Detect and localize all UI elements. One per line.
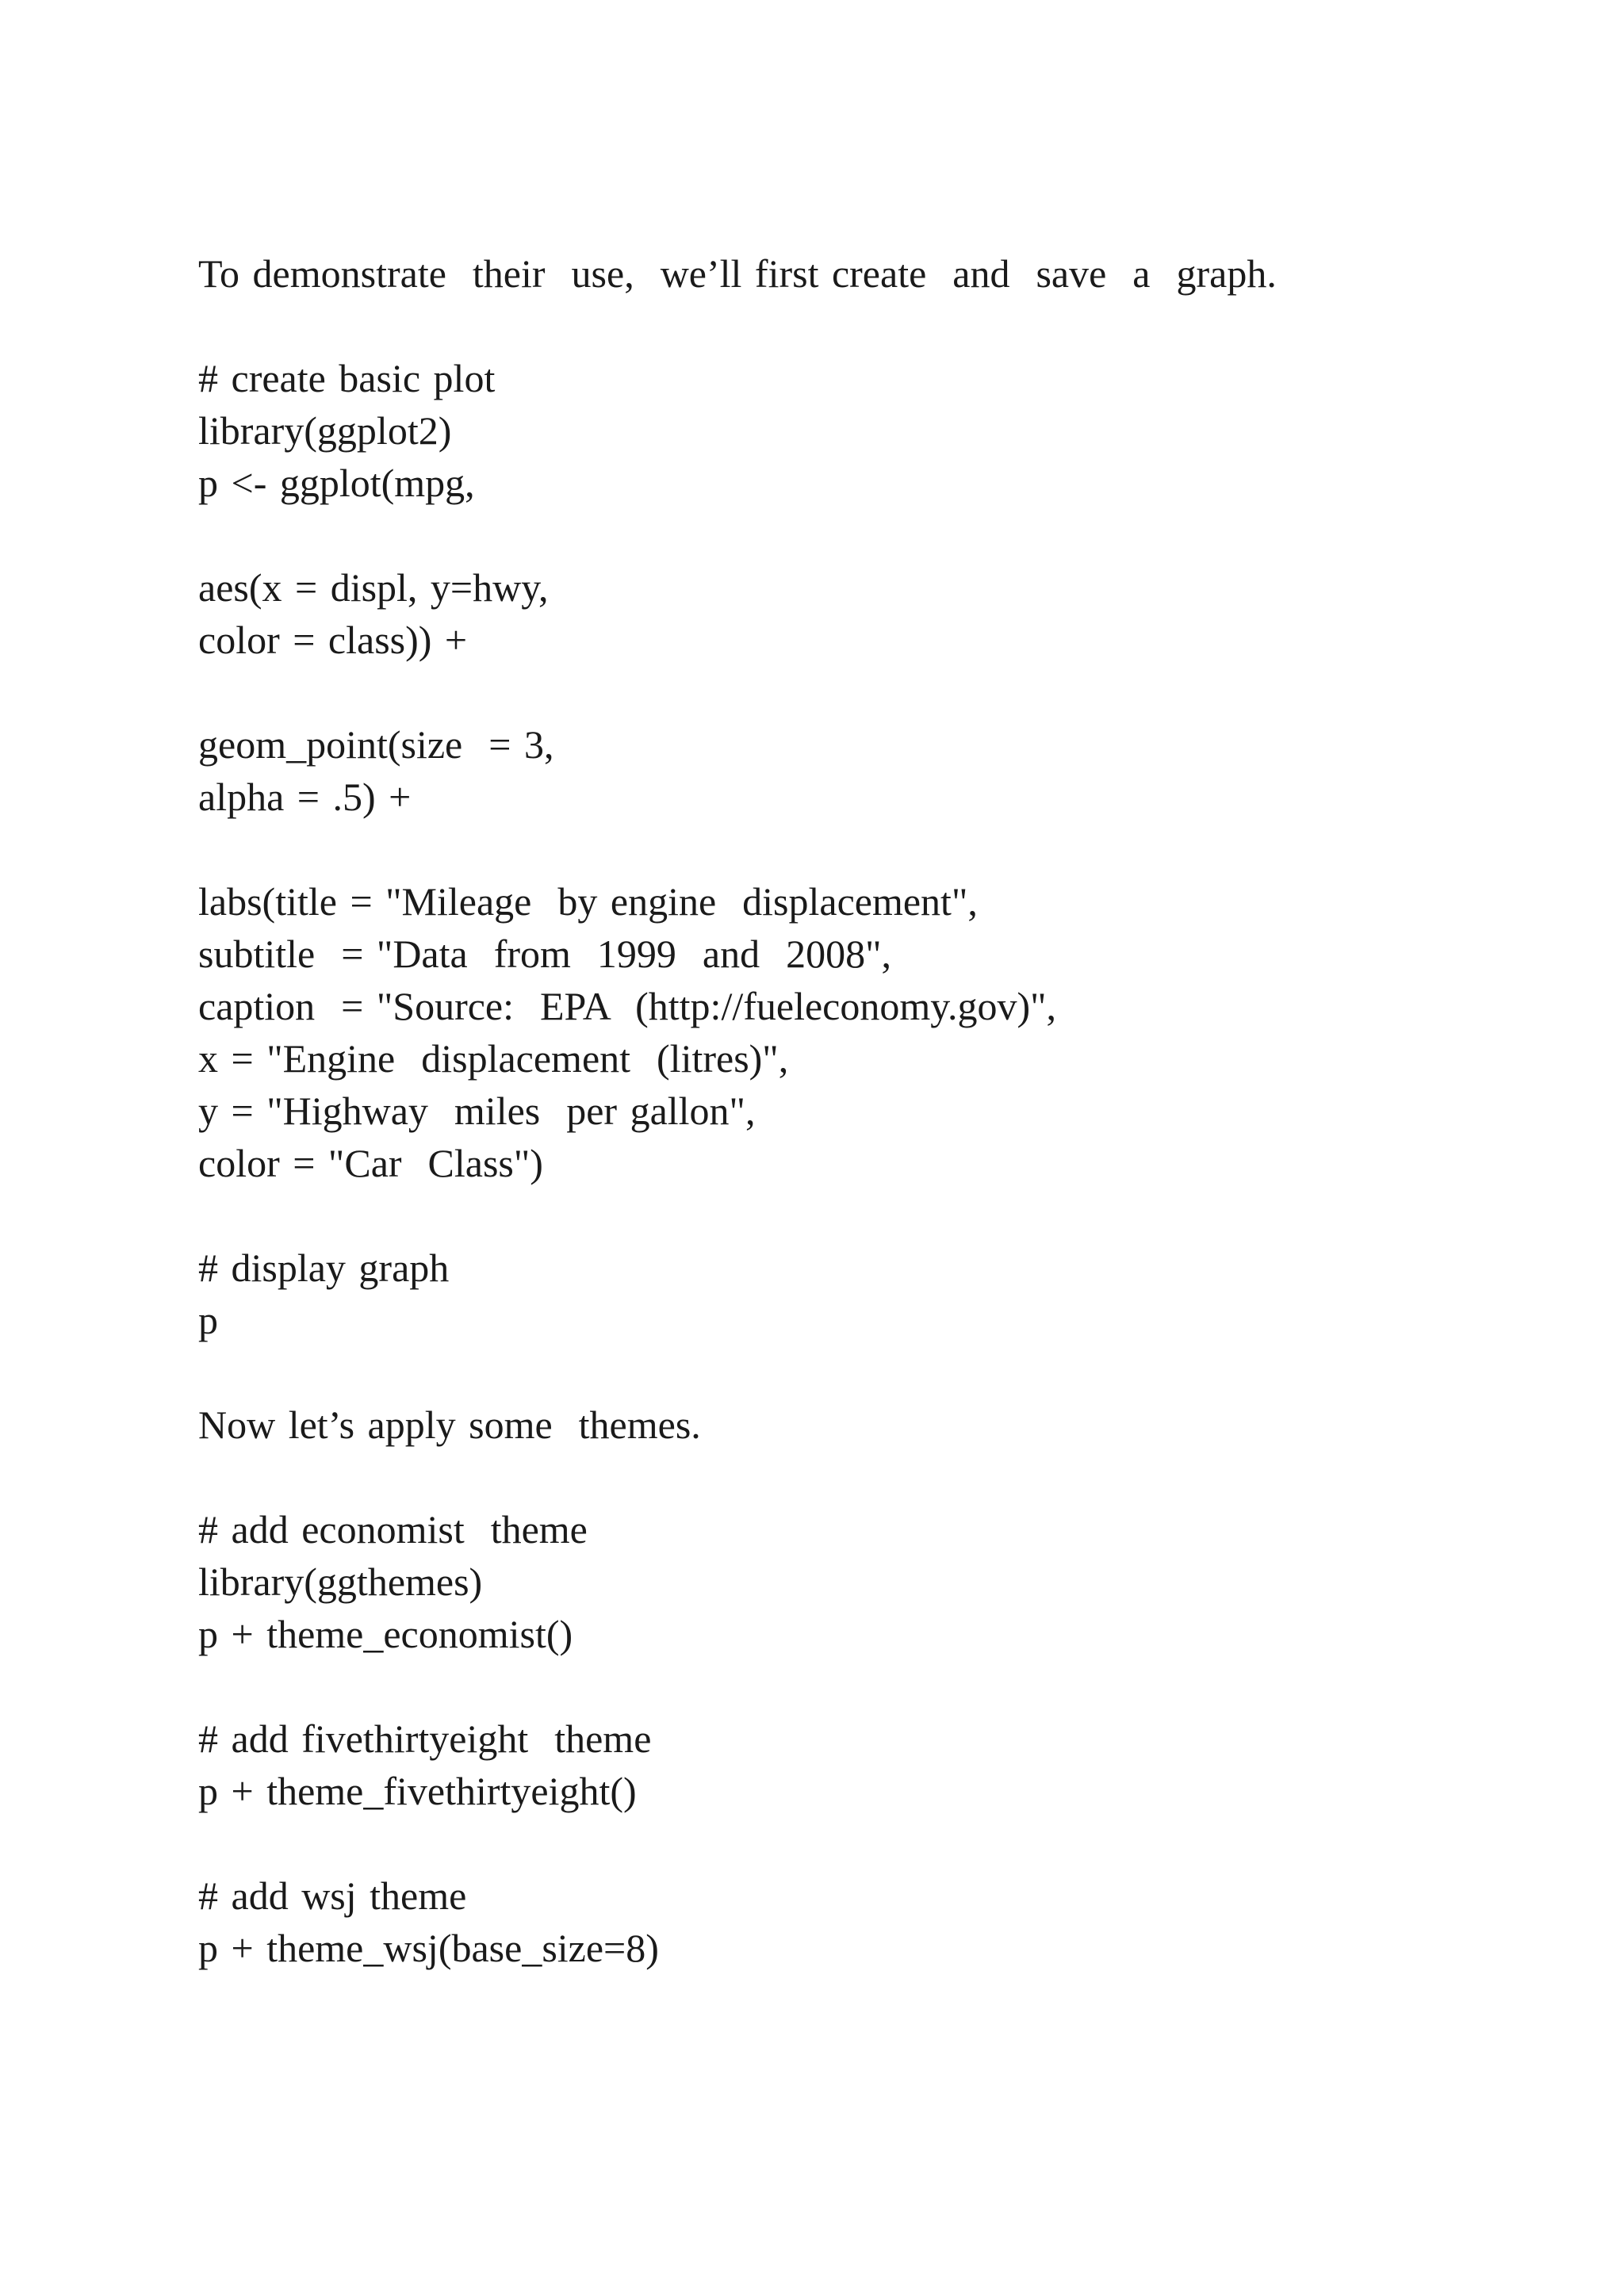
intro-text: To demonstrate their use, we’ll first create and save a graph. — [198, 251, 1277, 296]
blank-line — [198, 1451, 1546, 1503]
blank-line — [198, 1817, 1546, 1869]
code-comment: # add fivethirtyeight theme — [198, 1716, 652, 1761]
code-line: alpha = .5) + — [198, 775, 412, 819]
code-line: x = "Engine displacement (litres)", — [198, 1036, 789, 1081]
code-line: subtitle = "Data from 1999 and 2008", — [198, 932, 892, 976]
body-text: Now let’s apply some themes. — [198, 1402, 701, 1447]
blank-line — [198, 300, 1546, 352]
blank-line — [198, 1660, 1546, 1712]
code-line: aes(x = displ, y=hwy, — [198, 565, 549, 610]
blank-line — [198, 1346, 1546, 1399]
document-body — [198, 247, 1546, 1974]
code-line: p + theme_economist() — [198, 1612, 573, 1656]
code-comment: # create basic plot — [198, 356, 496, 400]
blank-line — [198, 823, 1546, 875]
code-line: library(ggplot2) — [198, 408, 452, 453]
code-comment: # add economist theme — [198, 1507, 588, 1552]
code-line: color = class)) + — [198, 618, 468, 662]
code-line: p + theme_wsj(base_size=8) — [198, 1926, 659, 1970]
code-comment: # display graph — [198, 1246, 450, 1290]
code-line: geom_point(size = 3, — [198, 722, 554, 767]
code-line: caption = "Source: EPA (http://fueleconomy.gov)", — [198, 984, 1057, 1028]
code-line: p + theme_fivethirtyeight() — [198, 1769, 637, 1813]
code-comment: # add wsj theme — [198, 1873, 467, 1918]
code-line: y = "Highway miles per gallon", — [198, 1089, 756, 1133]
code-line: p <- ggplot(mpg, — [198, 461, 475, 505]
code-line: labs(title = "Mileage by engine displacement", — [198, 879, 978, 924]
blank-line — [198, 509, 1546, 561]
blank-line — [198, 666, 1546, 718]
code-line: library(ggthemes) — [198, 1559, 483, 1604]
blank-line — [198, 1189, 1546, 1242]
code-line: p — [198, 1298, 218, 1342]
code-line: color = "Car Class") — [198, 1141, 543, 1185]
